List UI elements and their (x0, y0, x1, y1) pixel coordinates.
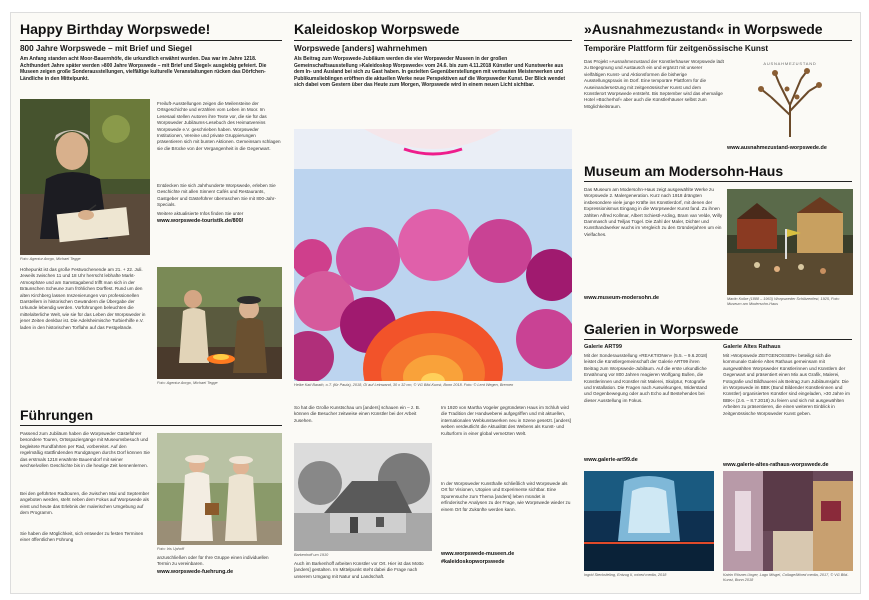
photo-man-writing (20, 99, 150, 255)
text-fuehrungen-1: Passend zum Jubiläum haben die Worpsweder Gästeführer besondere Touren, Ortsspaziergänge mit Museumsbesuch und begleitete Rundfahrten per Rad, vorbereitet. Auf den regelmäßig stattfindenden Rundgängen durchs Dorf können Sie das erstmals 1218 erwähnte Bauerndorf mit seiner wechselvollen Geschichte bis in die heutige Zeit kennenlernen. (20, 431, 150, 469)
text-barkenhoff: Auch im Barkenhoff arbeiten Künstler vor Ort. Hier ist das Motto [anders] gestalten. Im Mittelpunkt steht dabei die Frage nach unserem Umgang mit Natur und Landschaft. (294, 561, 424, 579)
galerie-rathaus-text: Mit »Worpswede ZEITGENOSSEN« beteiligt sich die kommunale Galerie Altes Rathaus gemeinsam mit ausgewählten Worpsweder Künstlerinnen und Künstlern der Gegenwart und präsentiert einen Mix aus Grafik, Malerei, Fotografie und Bildhauerei als Beitrag zum Jubiläumsjahr. Die im Worpswede im BBK (Bund Bildender Künstlerinnen und Künstler) organisierten Künstler sind eingeladen, »30 Jahre im BBK« (2.6. – 8.7.2018) zu feiern und sich mit ausgewählten Arbeiten zu präsentieren, die einen weiteren Einblick in zeitgenössische Worpsweder Kunst geben. (723, 353, 850, 416)
rule (294, 40, 572, 41)
photo2-caption: Foto: Agentur Anrgo, Michael Tegge (157, 381, 218, 385)
artwork-entzug (584, 471, 714, 571)
hashtag-kaleidoskop[interactable]: #kaleidoskopworpswede (441, 559, 505, 565)
photo-barkenhoff (294, 443, 432, 551)
artwork-lago-misgel (723, 471, 853, 571)
rule (584, 40, 852, 41)
galerie2-caption: Katrin Rösner-Unger, Lago Misgel, Collage/Mixed media, 2017, © VG Bild-Kunst, Bonn 2018 (723, 573, 849, 582)
text-ausnahmezustand: Das Projekt »Ausnahmezustand der Künstlerhäuser Worpswede lädt zu Begegnung und Austausch ein und ergänzt mit unserer vielfältigen Kunst- und Aktionsformen die bisherige Ausstellungspraxis im Dorf. Eine temporäre Plattform für die Auseinandersetzung mit zeitgenössischer Kunst und dem Künstlerort Worpswede entsteht. Bis September wird das ehemalige Hotel »Bücherhof« aber auch die Künstlerhäuser selbst zum Möglichkeitsraum. (584, 59, 724, 109)
logo-ausnahmezustand (727, 59, 853, 143)
heading-happy-birthday: Happy Birthday Worpswede! (20, 21, 211, 37)
url-worpswede-touristik[interactable]: www.worpswede-touristik.de/800/ (157, 218, 244, 224)
url-worpswede-museen[interactable]: www.worpswede-museen.de (441, 551, 515, 557)
heading-fuehrungen: Führungen (20, 407, 94, 423)
heading-galerien: Galerien in Worpswede (584, 321, 739, 337)
painting-caption: Heike Kati Barath, o.T. (für Paula), 2018, Öl auf Leinwand, 30 x 32 cm, © VG Bild-Kunst, Bonn 2018. Foto: © Lent Wegen, Bremen (294, 383, 514, 387)
text-fuehrungen-2: Bei den geführten Radtouren, die zwischen Mai und September angeboten werden, steht neben dem Fokus auf Worpswede als einst und heute das Erlebnis der malerischen Umgebung auf dem Programm. (20, 491, 150, 516)
subheading-plattform: Temporäre Plattform für zeitgenössische Kunst (584, 44, 769, 53)
subheading-800-jahre: 800 Jahre Worpswede – mit Brief und Siegel (20, 44, 192, 53)
heading-kaleidoskop: Kaleidoskop Worpswede (294, 21, 460, 37)
barkenhoff-caption: Barkenhoff um 1910 (294, 553, 329, 557)
url-galerie-art99[interactable]: www.galerie-art99.de (584, 457, 638, 463)
galerie-rathaus-title: Galerie Altes Rathaus (723, 344, 781, 350)
photo-guides-costume (157, 433, 282, 545)
subheading-anders: Worpswede [anders] wahrnehmen (294, 44, 428, 53)
rule (20, 425, 282, 426)
intro-text: Am Anfang standen acht Moor-Bauernhöfe, die urkundlich erwähnt wurden. Das war im Jahre 1218. Achthundert Jahre später werden »800 Jahre Worpswede – mit Brief und Siegel« ausgiebig gefeiert. Die Museen zeigen große Sonderausstellungen, vielfältige kulturelle Veranstaltungen rücken das Dörfchen-Ländliche in den Mittelpunkt. (20, 56, 267, 82)
logo-text: AUSNAHMEZUSTAND (763, 61, 817, 66)
brochure-page (10, 12, 861, 594)
kaleidoskop-intro: Als Beitrag zum Worpswede-Jubiläum werden die vier Worpsweder Museen in der großen Gemeinschaftsausstellung »Kaleidoskop Worpswede« vom 24.6. bis zum 4.11.2018 Künstler und Kunstwerke aus dem In- und Ausland bei sich zu Gast haben. In gezielten Gegenüberstellungen mit vertrauten Meisterwerken und Publikumslieblingen eröffnen die aktuellen Werke neue Perspektiven auf die Worpsweder Kunst. Der Blick wendet sich dabei vom Gestern über das Heute zum Morgen, Worpswede wird in einem neuen Licht sichtbar. (294, 56, 565, 89)
url-worpswede-fuehrung[interactable]: www.worpswede-fuehrung.de (157, 569, 234, 575)
text-weitere-infos: Weitere aktualisierte Infos finden Sie unter (157, 211, 244, 216)
text-kunstschau: So hat die Große Kunstschau um [anders] schauen ein – z. B. können die Besucher zeitweise einen Künstler bei der Arbeit zusehen. (294, 405, 421, 423)
photo-medieval-craft (157, 267, 282, 379)
url-ausnahmezustand[interactable]: www.ausnahmezustand-worpswede.de (727, 145, 827, 151)
url-museum-modersohn[interactable]: www.museum-modersohn.de (584, 295, 659, 301)
galerie-art99-text: Mit der Sonderausstellung »REAKTIONen« (5.5. – 9.6.2018) leistet die Künstlergemeinschaft der Galerie ART99 ihren Beitrag zum Worpswede-Jubiläum. Auf die erste urkundliche Erwähnung vor 800 Jahren reagieren Wolfgang Bullen, die Künstlerinnen und Künstler mit Malerei, Skulptur, Fotografie und Installation. Die Fragen nach Auswirkungen, Widerstand und Gegenbewegung oder auch Echo auf Bestehendes bei dieser Ausstellung im Fokus. (584, 353, 708, 403)
galerie1-caption: Ingrid Stecksfeling, Entzug II, mixed media, 2018 (584, 573, 667, 577)
text-festwochenende: Höhepunkt ist das große Festwochenende am 21. + 22. Juli. Jeweils zwischen 11 und 18 Uhr herrscht lebhafte Markt-Atmosphäre und am Samstagabend trifft man sich in der Bräunschen Scheune zum fröhlichen Dorffest. Rund um den alten Kirchberg lassen Inszenierungen von professionellen Darstellern in historischen Gewändern die Übergabe der Urkunde lebendig werden. Vorführungen beleuchten die mittelalterliche Welt, wie sie für das Leben der Worpsweder in jener Zeiten denkbar ist. Die Adelsheimische Turbierhilfe e.V. laden in den historischen Torflahn auf das Festgelände. (20, 267, 146, 330)
text-fuehrungen-4: anzuschließen oder für Ihre Gruppe einen individuellen Termin zu vereinbaren. (157, 555, 269, 567)
photo1-caption: Foto: Agentur Anrgo, Michael Tegge (20, 257, 81, 261)
painting-barath (294, 129, 572, 381)
text-haus-im-schluh: Im 1920 von Martha Vogeler gegründeten Haus im Schluh wird die Tradition der Handweberei aufgegriffen und mit aktuellen, internationalen Webkunstwerken neu in Szene gesetzt. [anders] weben verdeutlicht die Aktualität des Webens als Kunst- und Kulturform in einer global vernetzten Welt. (441, 405, 571, 436)
heading-museum-modersohn: Museum am Modersohn-Haus (584, 163, 784, 179)
fuehrungen-photo-caption: Foto: Iris Uphoff (157, 547, 185, 551)
rule (584, 339, 852, 340)
rule (584, 181, 852, 182)
galerie-art99-title: Galerie ART99 (584, 344, 623, 350)
rule (20, 40, 282, 41)
heading-ausnahmezustand: »Ausnahmezustand« in Worpswede (584, 21, 823, 37)
text-museum-modersohn: Das Museum am Modersohn-Haus zeigt ausgewählte Werke zu Worpswede 2. Malergeneration. Kurz nach 1918 drängten insbesondere viele junge Kräfte ins Künstlerdorf, mit denen der Expressionismus Eingang in die Worpsweder Kunst fand. Zu ihnen zählten Alfred Kollmar, Albert Schiestl-Arding, Bram van Velde, Willy Dammasch und Teiljas Tügel. Die Zahl der Maler, Dichter und Kunsthandwerker wuchs im Vergleich zu den Gründerjahren um ein Vielfaches. (584, 187, 723, 237)
text-fuehrungen-3: Sie haben die Möglichkeit, sich entweder zu festen Terminen einer öffentlichen Führung (20, 531, 144, 543)
painting-schuetzenfest (727, 189, 853, 295)
museum-painting-caption: Martin Kolbe (1888 – 1963) Worpsweder Schützenfest, 1925, Foto: Museum am Modersohn-Haus (727, 297, 840, 306)
text-entdecken: Entdecken Sie sich Jahrhunderte Worpswede, erleben Sie Geschichte mit allen Sinnen! Cafés und Restaurants, Gastgeber und Gästeführer überraschen Sie mit 800-Jahr-Specials. (157, 183, 276, 208)
text-freiluft: Freiluft-Ausstellungen zeigen die Meilensteine der Ortsgeschichte und erzählen vom Leben im Moor. Im Lesesaal stellen Autoren ihre Texte vor, die sie für das Worpsweder Jubiläums-Lesebuch des Heimatvereins Worpswede e.V. geschrieben haben. Worpsweder Institutionen, Vereine und private Gruppierungen präsentieren sich mit bunten Aktionen. Gemeinsam schlagen sie die Brücke von der Vergangenheit in die Gegenwart. (157, 101, 281, 151)
url-galerie-rathaus[interactable]: www.galerie-altes-rathaus-worpswede.de (723, 462, 829, 468)
text-kunsthalle: In der Worpsweder Kunsthalle schließlich wird Worpswede als Ort für Visionen, Utopien und Experimente sichtbar. Eine Spurensuche zum Thema [anders] leben mündet in erfinderische Analysen zu der Frage, wie Worpswede wieder zu einem Ort für Zukünfte werden kann. (441, 481, 571, 512)
